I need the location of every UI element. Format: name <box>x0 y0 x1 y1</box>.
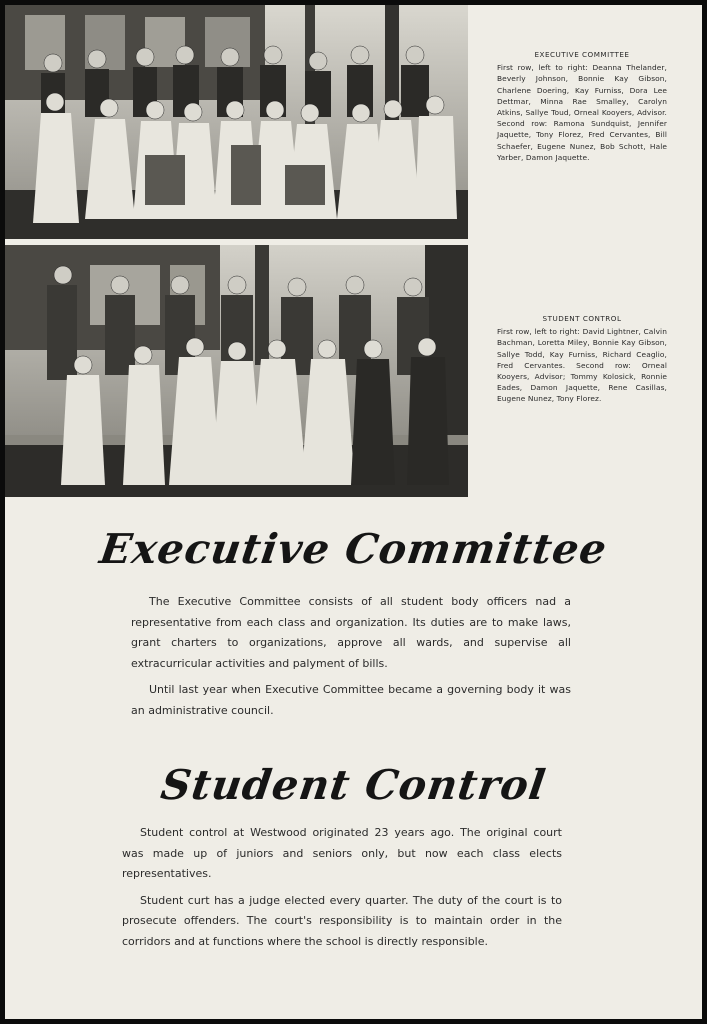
student-control-body <box>122 823 562 958</box>
executive-committee-body <box>131 592 571 727</box>
executive-committee-paragraph-2: Until last year when Executive Committee became a governing body it was an administrative council. <box>131 683 571 717</box>
student-control-caption <box>497 313 667 405</box>
student-control-paragraph-2: Student curt has a judge elected every quarter. The duty of the court is to prosecute offenders. The court's responsibility is to maintain order in the corridors and at functions where the school is directly responsible. <box>122 893 562 948</box>
student-control-heading: Student Control <box>157 761 550 809</box>
executive-committee-caption-text: First row, left to right: Deanna Thelander, Beverly Johnson, Bonnie Kay Gibson, Charlene Doering, Kay Furniss, Dora Lee Dettmar, Minna Rae Smalley, Carolyn Atkins, Sallye Toud, Orneal Kooyers, Advisor. Second row: Ramona Sundquist, Jennifer Jaquette, Tony Florez, Fred Cervantes, Bill Schaefer, Eugene Nunez, Bob Schott, Hale Yarber, Damon Jaquette. <box>497 63 667 162</box>
yearbook-page <box>5 5 702 1019</box>
executive-committee-heading: Executive Committee <box>96 525 611 573</box>
student-control-photo <box>5 245 468 497</box>
student-control-caption-title: STUDENT CONTROL <box>542 314 622 323</box>
student-control-paragraph-1: Student control at Westwood originated 23 years ago. The original court was made up of juniors and seniors only, but now each class elects representatives. <box>122 826 562 880</box>
executive-committee-caption-title: EXECUTIVE COMMITTEE <box>534 50 630 59</box>
executive-committee-photo-art <box>5 5 468 239</box>
student-control-photo-art <box>5 245 468 497</box>
student-control-caption-text: First row, left to right: David Lightner, Calvin Bachman, Loretta Miley, Bonnie Kay Gibson, Sallye Todd, Kay Furniss, Richard Ceaglio, Fred Cervantes. Second row: Orneal Kooyers, Advisor; Tommy Kolosick, Ronnie Eades, Damon Jaquette, Rene Casillas, Eugene Nunez, Tony Florez. <box>497 327 667 404</box>
executive-committee-caption <box>497 49 667 163</box>
executive-committee-paragraph-1: The Executive Committee consists of all student body officers nad a representative from each class and organization. Its duties are to make laws, grant charters to organizations, approve all wards, and supervise all extracurricular activities and palyment of bills. <box>131 595 571 670</box>
executive-committee-photo <box>5 5 468 239</box>
